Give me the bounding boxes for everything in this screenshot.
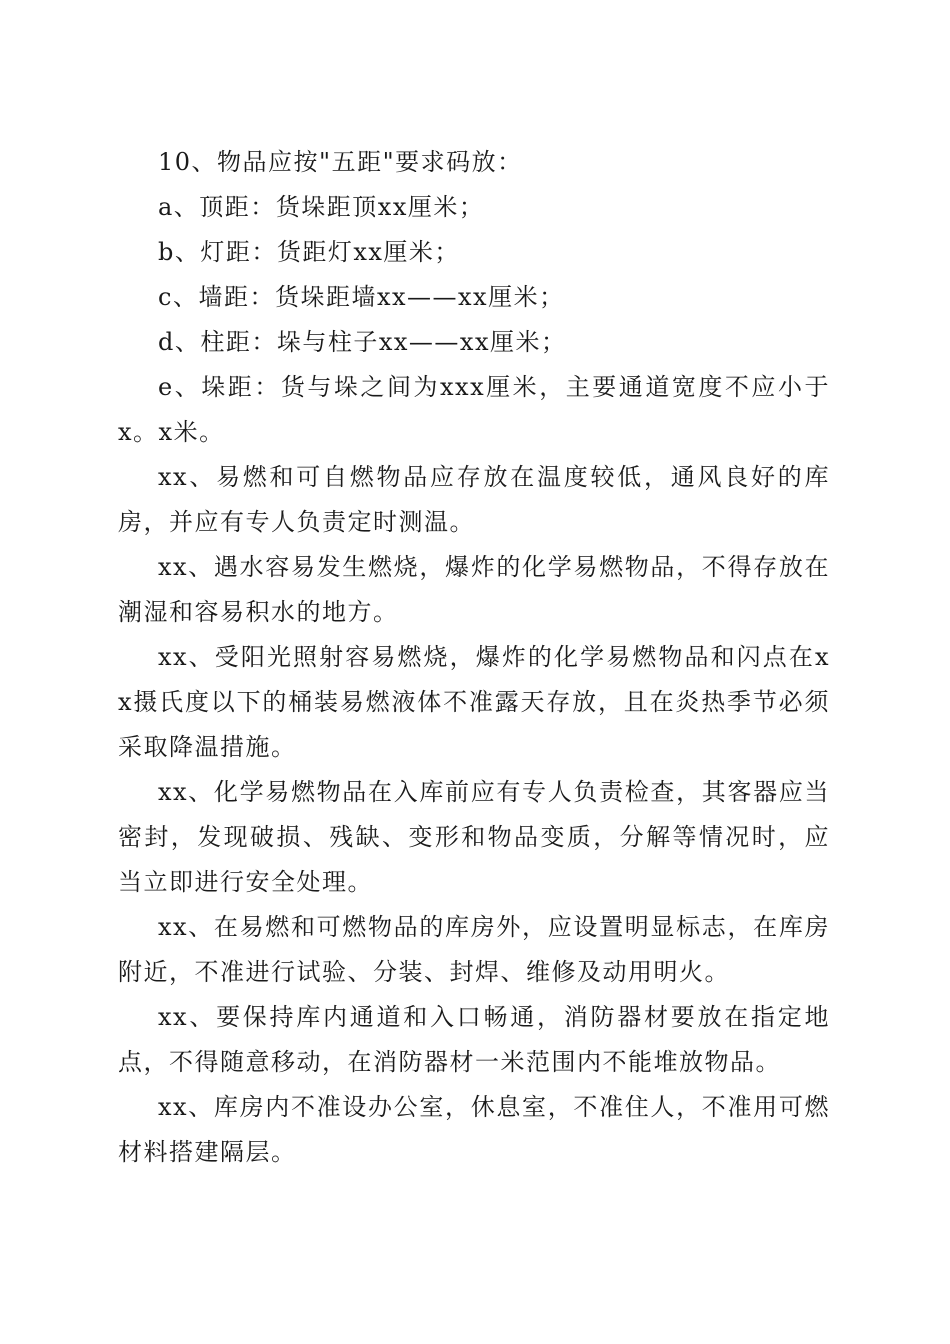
paragraph-stack-distance: e、垛距：货与垛之间为xxx厘米，主要通道宽度不应小于x。x米。 [118, 373, 830, 446]
paragraph-sunlight-sensitive: xx、受阳光照射容易燃烧，爆炸的化学易燃物品和闪点在xx摄氏度以下的桶装易燃液体不准露天存放，且在炎热季节必须采取降温措施。 [118, 643, 830, 761]
paragraph-five-distances-heading: 10、物品应按"五距"要求码放： [158, 148, 523, 176]
paragraph-flammable-storage: xx、易燃和可自燃物品应存放在温度较低，通风良好的库房，并应有专人负责定时测温。 [118, 463, 830, 536]
paragraph-no-office-in-warehouse: xx、库房内不准设办公室，休息室，不准住人，不准用可燃材料搭建隔层。 [118, 1093, 830, 1166]
paragraph-wall-distance: c、墙距：货垛距墙xx——xx厘米； [158, 283, 565, 311]
paragraph-warning-signs: xx、在易燃和可燃物品的库房外，应设置明显标志，在库房附近，不准进行试验、分装、封焊、维修及动用明火。 [118, 913, 830, 986]
paragraph-top-distance: a、顶距：货垛距顶xx厘米； [158, 193, 485, 221]
paragraph-inbound-inspection: xx、化学易燃物品在入库前应有专人负责检查，其客器应当密封，发现破损、残缺、变形和物品变质，分解等情况时，应当立即进行安全处理。 [118, 778, 830, 896]
paragraph-lamp-distance: b、灯距：货距灯xx厘米； [158, 238, 460, 266]
document-body [118, 140, 830, 1175]
paragraph-water-reactive: xx、遇水容易发生燃烧，爆炸的化学易燃物品，不得存放在潮湿和容易积水的地方。 [118, 553, 830, 626]
paragraph-column-distance: d、柱距：垛与柱子xx——xx厘米； [158, 328, 567, 356]
paragraph-passage-fire-equipment: xx、要保持库内通道和入口畅通，消防器材要放在指定地点，不得随意移动，在消防器材一米范围内不能堆放物品。 [118, 1003, 830, 1076]
